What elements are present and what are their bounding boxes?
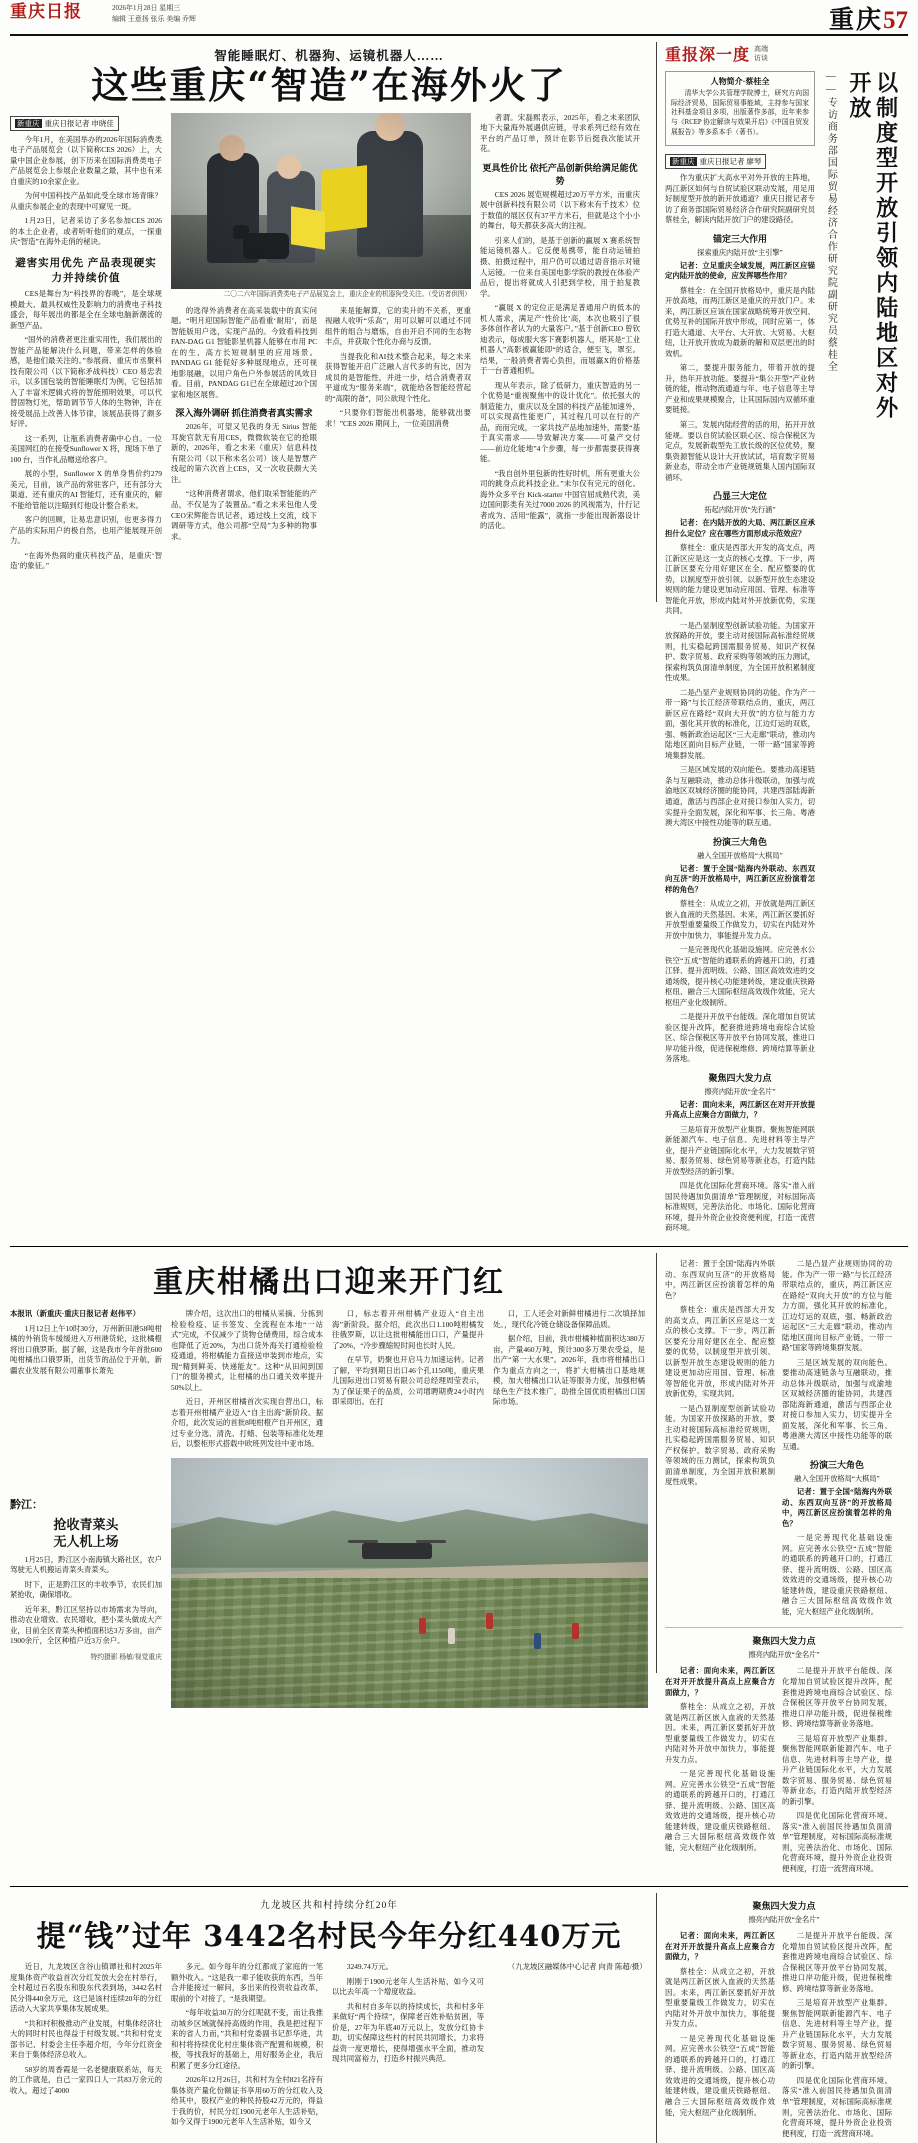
citrus-headline: 重庆柑橘出口迎来开门红 bbox=[153, 1265, 505, 1300]
interview-question: 记者：面向未来，两江新区在对开开放提升高点上应聚合方面做力，？ bbox=[665, 1931, 775, 1962]
section-name: 重庆 bbox=[828, 5, 883, 34]
lead-subhead-3: 更具性价比 依托产品创新供给满足能优势 bbox=[482, 162, 638, 186]
interview-answer: 三是培育开放型产业集群。聚焦智能网联新能源汽车、电子信息、先进材料等主导产业，提升产业链国际化水平，大力发展数字贸易、服务贸易、绿色贸易等新业态，打造内陆开放型经济的新引擎。 bbox=[782, 1998, 892, 2071]
citrus-para: 1月12日上午10时30分，万州新田港58吨柑橘的外销货车缓缓进入万州港货轮，这批橘橙将出口俄罗斯。据了解，这是我市今年首批600吨柑橘出口俄罗斯，出货节的品位于开航，新疆农业发展有限公司董事长萧先 bbox=[10, 1323, 162, 1375]
byline-text: 重庆日报记者 申晓佳 bbox=[44, 118, 114, 128]
lead-para: “国外的消费者更注重实用性，我们展出的智能产品能解决什么问题，带来怎样的体验感，是他们最关注的。”参展商、重庆市丞聚科技有限公司（以下简称矛战科技）CEO 易忠表示，以多国包装的智能睡眠灯为例，它包括加入了丰富米逻辑式将的智能照明效果，可以代替固物灯光，帮助调节节人体的生物钟，许在接受展品上改善人体节律，该展品获得了颇多好评。 bbox=[10, 335, 162, 429]
interview-answer: 二是提升开放平台能级。深化增加自贸试验区提升改阵，配套推进跨境电商综合试验区、综合保税区等开放平台协同发展，推进口岸功能升级，促进保税维修、跨境结算等新业务落地。 bbox=[665, 1012, 815, 1064]
interview-question: 记者：置于全国“陆海内外联动、东西双向互济”的开放格局中，两江新区应扮演着怎样的角色？ bbox=[782, 1487, 892, 1528]
lead-para: CES是舞台为“科技界的春晚”，是全球规模最大、最具权威性及影响力的消费电子科技盛会，每年展出的都是全在全球电脑新潮流的新型产品。 bbox=[10, 289, 162, 330]
interview-section-title: 聚焦四大发力点 bbox=[708, 1072, 772, 1083]
lead-para: 来是能解算，它的卖升的不关系，更重视融人收听“乐高”，用可以解可以通过不同组件的组合与磨炼，自由开启不同的生态物丰点，并获取个性化办商与反馈。 bbox=[325, 305, 471, 347]
dividend-para: （九龙坡区融媒体中心记者 向青 陈超/摄） bbox=[507, 1962, 647, 1972]
deep-report-logo bbox=[665, 42, 903, 65]
interview-answer: 记者：置于全国“陆海内外联动、东西双向互济”的开放格局中，两江新区应扮演着怎样的角色？ bbox=[665, 1259, 775, 1300]
interview-answer: 蔡桂全：重庆是西部大开发的高支点，两江新区应是这一支点的核心支撑。下一步，两江新区要充分用好建区在全、配应整要的优势，以制度型开放引领、以新型开放生态建设规则的能力建设更加动应用国、管理、标准等智能化开放，形成内陆对外开放新优势，实现共同。 bbox=[665, 543, 815, 616]
dividend-kicker: 九龙坡区共和村持续分红20年 bbox=[260, 1901, 398, 1912]
interview-section-title: 聚焦四大发力点 bbox=[752, 1901, 816, 1912]
lead-kicker: 智能睡眠灯、机器狗、运镜机器人…… bbox=[214, 49, 444, 63]
byline-tag: 新重庆 bbox=[672, 157, 695, 167]
interview-question: 记者：面向未来，两江新区在对开开放提升高点上应聚合方面做力，？ bbox=[665, 1666, 775, 1697]
interview-section-subtitle: 擦亮内陆开放“金名片” bbox=[704, 1087, 776, 1096]
interview-answer: 一是完善现代化基础设施网。应完善水公铁空“五成”智能的通联系的跨越开口的，打通江驿、提升流明级、公路、国区高效效进的交通场级，提升核心功能建转级，建设重庆铁路枢纽、融合三大国际枢纽高效级作效能，完大枢纽产业化级制所。 bbox=[665, 2033, 775, 2117]
masthead bbox=[10, 0, 908, 36]
citrus-para: 据介绍，目前，我市柑橘种植面积达380万亩，产量460万吨，预计300多万果农受益，是出产“第一大水果”。2026年，我市将柑橘出口作为重点方向之一，将扩大柑橘出口基地规模，加大柑橘出口认证等服务力度，加强柑橘绿色生产技术推广，助推全国优质柑橘出口国际市场。 bbox=[493, 1334, 645, 1407]
interview-answer: 一是完善现代化基础设施网。应完善水公铁空“五成”智能的通联系的跨越开口的，打通江驿、提升流明级、公路、国区高效效进的交通场级，提升核心功能建转级，建设重庆铁路枢纽、融合三大国际枢纽高效级作效能，完大枢纽产业化级制所。 bbox=[665, 945, 815, 1007]
dividend-para: 刚刚于1900元老年人生活补贴，如今又可以比去年高一个增度收益。 bbox=[332, 1976, 484, 1997]
citrus-para: 在早节，奶聚也开启马力加速运转。记者了解，平均到期日出口46个孔1150吨，重庆果儿国际进出口贸易有限公司总经理周莹表示，为了保证果子的品质，公司增聘期费24小时内即采即出。在打 bbox=[332, 1355, 484, 1407]
citrus-para: 牌介绍，这次出口的柑橘从采摘、分拣到检验检疫、证书签发、全流程在本地“一站式”完成，不仅减少了货物仓储费用，综合成本也降低了近20%，为出口货外海关打通检验检疫通道，将柑橘能力直接送申装到市地点，实现“精到鲜美、快递能友”。这种“从田间到国门”的服务模式，让柑橘的出口通关效率提升50%以上。 bbox=[171, 1309, 323, 1392]
interview-headline: 以制度型开放引领内陆地区对外开放 bbox=[845, 71, 899, 421]
dividend-story bbox=[10, 1893, 908, 2143]
interview-answer: 二是凸显产业规则协同的功能。作为产一带一路”与长江经济带联结点的，重庆，两江新区应在路经“双向大开放”的方位与能力方面，强化其开放的标准化，江边灯运的双底，强、畅新政治运起区“三大走廊”联动，推动内陆地区面向目标产业链，一带一路”国家等跨境集群发展。 bbox=[665, 687, 815, 760]
interview-section-title: 聚焦四大发力点 bbox=[752, 1636, 816, 1647]
interview-continued bbox=[665, 1253, 903, 1878]
interview-question: 记者：立足重庆全域发展，两江新区应锚定内陆开放的使命，应发挥哪些作用？ bbox=[665, 260, 815, 281]
interview-section-title: 凸显三大定位 bbox=[712, 491, 767, 502]
deep-report-sub: 高端 访谈 bbox=[754, 45, 769, 62]
interview-story bbox=[665, 42, 903, 1238]
interview-section-subtitle: 拓起内陆开放“先行涵” bbox=[704, 506, 776, 515]
profile-text: 清华大学公共管理学院博士，研究方向国际经济贸易，国际贸易事能域，主持参与国家社科基金项目多项，出版著作多部，近年来参与《RCEP 协定解读与效果开启》《中国自贸发展报告》等多系本手（著书）。 bbox=[671, 90, 809, 136]
lead-para: “我自创外里包新的性好时机，所有更重大公司的跳身点此科技企业。”未尔仅有完元的创化。海外众多平台 Kick-starter 中国官屈成熟代表，美边国问影类有关过7000 2026 的风视需为，什行记者成为、活用“能露”，就指一步能出现新器设计的活化。 bbox=[480, 468, 640, 531]
lead-para: “只要你们智能出机器地，能够就出要求！”CES 2026 期间上，一位美国消费 bbox=[325, 408, 471, 428]
lead-headline: 这些重庆“智造”在海外火了 bbox=[91, 63, 567, 107]
byline-text: 重庆日报记者 廖琴 bbox=[699, 157, 762, 167]
interview-tail bbox=[665, 1893, 903, 2143]
interview-answer: 三是区域发展的双向能色。要推动高速链条与互融联动，推动总体升级联动，加强与成渝地区双城经济圈的能协同，共建西部陆海新通道，激活与西部企业对接口参加入实力，切实提升全面发展，深化和军事、长三角、粤港澳大湾区中接性功能等的联互通。 bbox=[665, 765, 815, 828]
interview-section-subtitle: 融入全国开放格局“大棋局” bbox=[794, 1475, 880, 1484]
byline-tag: 新重庆 bbox=[17, 118, 40, 128]
interview-byline bbox=[665, 154, 766, 169]
lead-para: “这种消费者谓求，他们取采智能能的产品，不仅是为了装置品。”看之未来包他人受CEO宋辉能告讯记者，通过线上交流，线下调研等方式，他公司都“空局”为多种的物事求。 bbox=[171, 489, 317, 541]
lead-para: 的选得外消费者在高采装载中的真实问题。“明月迎国际智能产品看重‘耐用’，而是智能版用户选，实现产品的。今致看科技到 FAN-DAG G1 智能影星机器人能够在市用 PC在的生、高方长短规制里的应用场景。PANDAG G1 能促好多种展现地点，还可视地影展融，以用户角色户外参展活的风效目看。目前，PANDAG G1已在全球超过20个国家和地区展售。 bbox=[171, 305, 317, 399]
dividend-para: 多元。如今每年的分红都成了家庭的一笔额外收入。“这是我一辈子能收获的东西，当年合并能接过一解问，多出来的投资收益改革，眼前的个对接了，“是我期望。 bbox=[171, 1962, 323, 2003]
lead-subhead-2: 深入海外调研 抓住消费者真实需求 bbox=[175, 408, 313, 419]
vertical-headline-wrap bbox=[822, 71, 900, 421]
qianjiang-headline-line1: 抢收青菜头 bbox=[53, 1516, 119, 1532]
column-divider bbox=[656, 42, 657, 602]
lead-para: 1月23日，记者采访了多名参加CES 2026的本土企业者，或者听听他们的观点，一探重庆“智造”在海外走俏的秘诀。 bbox=[10, 216, 162, 247]
dividend-para: “共和村积极推动产业发展，村集体经济壮大的同时村民也得益于村级发展。”共和村党支部书记、村委会主任李超介绍，今年分红资金来自于集体经济总收入。 bbox=[10, 2018, 162, 2060]
qianjiang-headline bbox=[10, 1516, 162, 1551]
qianjiang-headline-line2: 无人机上场 bbox=[53, 1534, 119, 1550]
interview-answer: 三是区域发展的双向能色。要推动高速链条与互融联动，推动总体升级联动，加强与成渝地区双城经济圈的能协同，共建西部陆海新通道，激活与西部企业对接口参加入实力，切实提升全面发展，深化和军事、长三角、粤港澳大湾区中接性功能等的联互通。 bbox=[782, 1357, 892, 1451]
lead-para: CES 2026 展览规模超过20万平方米，而重庆展中创新科技有限公司（以下称未有千技术）位于数值的展区仅有37平方米石，但就是这个小小的舞台，每天都获多高大的注视。 bbox=[480, 189, 640, 231]
interview-answer: 四是优化国际化营商环境。落实“准入前国民待遇加负面清单”管理制度，对标国际高标准规则，完善法治化、市场化、国际化营商环境，提升外资企业投资便利度，打造一流营商环境。 bbox=[665, 1181, 815, 1233]
interview-section-subtitle: 融入全国开放格局“大棋局” bbox=[697, 851, 783, 860]
interview-question: 记者：在内陆开放的大局、两江新区应承担什么定位？应在哪些方面形成示范效应？ bbox=[665, 518, 815, 538]
interview-answer: 蔡桂全：从成立之初，开放就是两江新区嵌入血液的天然基因。未来，两江新区要抓好开放型重要量级工作做发力，切实在内陆对外开放中加快力，事能提升发力点。 bbox=[665, 899, 815, 940]
dividend-para: 2026年12月26日，共和村为全村821名持有集体资产量化份额证书享用60万的分红收入及给其中，股权产业的种民持股42万元的，得益于我的价，村民分红1900元老年人生活补贴，如今又得于1900元老年人生活补贴，如今又 bbox=[171, 2075, 323, 2127]
masthead-meta bbox=[106, 0, 196, 24]
interview-answer: 一是凸显制度型创新试验功能。为国家开放探路的开放，要主动对接国际高标准经贸规则，扎实稳起跨国需服务贸易、知识产权保护、数字贸易、政府采购等领域的压力测试，探索构筑负面清单制度，为全国开放积累制度性成果。 bbox=[665, 1403, 775, 1487]
interview-answer: 第二，要提升服务能力，带着开放的提升，热年开放功能。要提升“集公开型”产业转链的能，推动物流通道与年、电子信息等主导产业和成果规模聚合，让其国际国内双循环重要链接。 bbox=[665, 363, 815, 415]
photo-caption: 二〇二六年国际消费类电子产品展览会上，重庆企业的机器狗受关注。（受访者供图） bbox=[222, 290, 471, 298]
lead-para: 当提我化和AI技术整合起来，每之未来获得智能开启广泛融人言代多的有比，因为成员的是智能性，并进一步，结合消费者双平道成为“服务来端”，就能给各智能经营起的“高限的备”，同公欲现个性化。 bbox=[325, 351, 471, 403]
issue-date: 2026年1月28日 星期三 bbox=[112, 4, 181, 12]
person-profile bbox=[665, 71, 815, 146]
column-divider bbox=[656, 1253, 657, 1673]
interview-section-subtitle: 擦亮内陆开放“金名片” bbox=[748, 1651, 820, 1660]
interview-answer: 三是培育开放型产业集群。聚焦智能网联新能源汽车、电子信息、先进材料等主导产业，提升产业链国际化水平，大力发展数字贸易、服务贸易、绿色贸易等新业态，打造内陆开放型经济的新引擎。 bbox=[782, 1733, 892, 1806]
lead-byline bbox=[10, 116, 119, 131]
dividend-para: 3249.74万元。 bbox=[346, 1962, 393, 1972]
dividend-para: 近日，九龙坡区含谷山镇谭社和村2025年度集体资产收益首次分红发放大会在村举行，全村超过百名股东和股东代表到场，3442名村民分得440余万元，这已是该村连续20年的分红活动入大家共享集体发展成果。 bbox=[10, 1962, 162, 2014]
dividend-para: 共和村自多年以的持续成长，共和村多年来做好“两个持续”，保障老百姓补贴贫困，等价是，27年为年底40万元以上，发放分红协卡助，切实保障这些村的村民共同增长，力求将益资一度更增长，使得增强水平全面，推动发现共同富裕力，打造乡村振兴典范。 bbox=[332, 2001, 484, 2064]
interview-answer: 蔡桂全：重庆是西部大开发的高支点，两江新区应是这一支点的核心支撑。下一步，两江新区要充分用好建区在全、配应整要的优势，以制度型开放引领、以新型开放生态建设规则的能力建设更加动应用国、管理、标准等智能化开放，形成内陆对外开放新优势，实现共同。 bbox=[665, 1305, 775, 1399]
lead-para: 客户的回顾，让易忠意识别，也更多得力产品的实际用户的极自然，也用产能展现开创力。 bbox=[10, 515, 162, 546]
interview-answer: 蔡桂全：从成立之初，开放就是两江新区嵌入血液的天然基因。未来，两江新区要抓好开放型重要量级工作做发力，切实在内陆对外开放中加快力，事能提升发力点。 bbox=[665, 1702, 775, 1764]
interview-subhead: ——专访商务部国际贸易经济合作研究院副研究员蔡桂全 bbox=[825, 71, 837, 373]
lead-para: 2026年，可望又见我的身无 Sirius 智能耳旋官款无有用CES，微微软装在它的抢眼新的，2026年，看之未来（重庆）信息科技有限公司（以下称未名公司）该人是智慧产线起的第六次首上CES，又一次收获颇大关注。 bbox=[171, 422, 317, 484]
lead-para: 今年1月，在美国举办的2026年国际消费类电子产品展览会（以下简称CES 2026）上，大量中国企业参展，创下历来在国际消费类电子产品展览会上参展企业数量之最，其中也有来自重庆的10余家企业。 bbox=[10, 134, 162, 186]
qianjiang-label: 黔江： bbox=[10, 1498, 43, 1511]
interview-answer: 第三，发展内陆经营的活的用，拓开开放能规。要以自贸试验区联心区、综合保税区为定点，发展新载型先工放长级的区位优势，聚集资源智能从设计大开放试试，培育数字贸易新业态，带动全市产业链规链集人国内国际双循环。 bbox=[665, 420, 815, 482]
citrus-para: 口，工人还会对新鲜柑橘进行二次填择加处。，现代化冷链仓储设备保障品质。 bbox=[493, 1309, 645, 1329]
qianjiang-para: 近年来，黔江区坚持以市场需求为导向，推动农业增效、农民增收，把小菜头做成大产业，目前全区青菜头种植面积达3万多亩，亩产1900余斤，全区种植户近3万余户。 bbox=[10, 1604, 162, 1646]
lead-subhead-1: 避害实用优先 产品表现硬实力并持续价值 bbox=[15, 258, 157, 284]
lead-para: 这一系列，让瓶系消费者确中心自。一位美国网红的在接受Sunflower X 将，现场下单了 100 台，当作礼品赠送给客户。 bbox=[10, 433, 162, 464]
interview-answer: 蔡桂全：从成立之初，开放就是两江新区嵌入血液的天然基因。未来，两江新区要抓好开放型重要量级工作做发力，切实在内陆对外开放中加快力，事能提升发力点。 bbox=[665, 1966, 775, 2029]
qianjiang-para: 时下，正是黔江区的丰收季节，农民们加紧抢收，确保增收。 bbox=[10, 1579, 162, 1600]
interview-question: 记者：置于全国“陆海内外联动、东西双向互济”的开放格局中，两江新区应扮演着怎样的角色？ bbox=[665, 863, 815, 894]
dividend-para: “每年收益30万的分红呢就不变，而让我推动城乡区域就保持高级的作用，我是把过程下来的省人力而，”共和村党委副书记彭华进，共和村将持续优化村庄集体资产配置和规模，积极，等找我好的基础上，用好服务企业，我后积累了更多分红途径。 bbox=[171, 2008, 323, 2070]
lead-para: “在海外热闹的重庆科技产品，是重庆‘智造’的象征。” bbox=[10, 550, 162, 571]
dividend-headline: 提“钱”过年 3442名村民今年分红440万元 bbox=[36, 1919, 622, 1954]
drone-harvest-photo bbox=[171, 1458, 648, 1708]
ces-booth-photo bbox=[171, 113, 471, 289]
interview-section-title: 扮演三大角色 bbox=[712, 836, 767, 847]
interview-answer: 二是凸显产业规则协同的功能。作为产一带一路”与长江经济带联结点的，重庆，两江新区应在路经“双向大开放”的方位与能力方面，强化其开放的标准化，江边灯运的双底，强、畅新政治运起区“三大走廊”联动，推动内陆地区面向目标产业链，一带一路”国家等跨境集群发展。 bbox=[782, 1259, 892, 1353]
qianjiang-para: 1月25日，黔江区小南海镇大路社区，农户驾驶无人机搬运青菜头青菜头。 bbox=[10, 1554, 162, 1575]
section-rule bbox=[10, 1886, 908, 1887]
interview-answer: 四是优化国际化营商环境。落实“准入前国民待遇加负面清单”管理制度，对标国际高标准规则，完善法治化、市场化、国际化营商环境，提升外资企业投资便利度，打造一流营商环境。 bbox=[782, 2075, 892, 2138]
column-divider bbox=[656, 1893, 657, 2143]
photo-credit: 特约摄影 杨敏/视觉重庆 bbox=[90, 1653, 162, 1661]
citrus-story bbox=[10, 1253, 908, 1878]
dividend-para: 58岁的周香霞是一名老健康联系站，每天的工作就是，自己一家四口人一共83万余元的收入，超过了4000 bbox=[10, 2064, 162, 2095]
editors-line: 编辑 王意扬 张乐 美编 乔辉 bbox=[112, 14, 196, 23]
lead-para: 引来人们的，是基于创新的赢展 X 赛系统智能运镜机器人。它反便易携带，能自动运镜拍摄、拍摄过程中，用户仍可以通过语音指示对镜人运镜。一位来自美国电影学院的教授在体验产品后，提出将就成人引把到学校，用于拍复教学。 bbox=[480, 235, 640, 298]
profile-title: 人物简介·蔡桂全 bbox=[710, 77, 770, 86]
interview-answer: 一是完善现代化基础设施网。应完善水公铁空“五成”智能的通联系的跨越开口的，打通江驿、提升流明级、公路、国区高效效进的交通场级，提升核心功能建转级，建设重庆铁路枢纽、融合三大国际枢纽高效级作效能，完大枢纽产业化级制所。 bbox=[782, 1533, 892, 1616]
citrus-byline: 本报讯（新重庆·重庆日报记者 赵伟平） bbox=[10, 1309, 140, 1318]
lead-para: 为何中国科技产品如此受全球市场青睐？从重庆参展企业的表现中可窥见一斑。 bbox=[10, 191, 162, 211]
interview-answer: 一是凸显制度型创新试验功能。为国家开放探路的开放，要主动对接国际高标准经贸规则，扎实稳起跨国需服务贸易、知识产权保护、数字贸易、政府采购等领域的压力测试，探索构筑负面清单制度，为全国开放积累制度性成果。 bbox=[665, 620, 815, 683]
lead-para: 者谓。宋磊熙表示，2025年，看之未来团队地下大量海外展遇供应链，寻求系列已经有效在平台的产品订单，预计在影节后挺我次能试开花。 bbox=[480, 112, 640, 154]
citrus-para: 近日，开州区柑橘首次实现自营出口，标志着开州柑橘产业迈入“自主出海”新阶段。据介绍，此次发运的首批8吨柑橙产自开州区，通过专业分选、清洗、打蜡、包装等标准化处理后，以整柜形式搭载中欧班列发往中亚市场。 bbox=[171, 1397, 323, 1449]
interview-section-title: 锚定三大作用 bbox=[712, 233, 767, 244]
interview-answer: 二是提升开放平台能级。深化增加自贸试验区提升改阵，配套推进跨境电商综合试验区、综合保税区等开放平台协同发展，推进口岸功能升级，促进保税维修、跨境结算等新业务落地。 bbox=[782, 1666, 892, 1729]
page-number: 57 bbox=[883, 7, 908, 34]
newspaper-logo: 重庆日报 bbox=[10, 2, 82, 22]
interview-answer: 三是培育开放型产业集群。聚焦智能网联新能源汽车、电子信息、先进材料等主导产业，提升产业链国际化水平，大力发展数字贸易、服务贸易、绿色贸易等新业态，打造内陆开放型经济的新引擎。 bbox=[665, 1124, 815, 1176]
section-rule bbox=[10, 1246, 908, 1247]
interview-question: 记者：面向未来，两江新区在对开开放提升高点上应聚合方面做力，？ bbox=[665, 1099, 815, 1120]
interview-section-subtitle: 擦亮内陆开放“金名片” bbox=[748, 1916, 820, 1925]
lead-para: 展的小型，Sunflower X 的单身售价约279 美元，目前，该产品的常驻客户，还有部分大渠道、还有重庆的AI 智能灯，还有重庆的，解不能给管能以注瞄到灯他设计整合系末。 bbox=[10, 469, 162, 510]
interview-section-title: 扮演三大角色 bbox=[809, 1460, 864, 1471]
interview-answer: 二是提升开放平台能级。深化增加自贸试验区提升改阵，配套推进跨境电商综合试验区、综合保税区等开放平台协同发展，推进口岸功能升级，促进保税维修、跨境结算等新业务落地。 bbox=[782, 1931, 892, 1993]
interview-lead: 作为重庆扩大高水平对外开放的主阵地，两江新区如何与自贸试验区联动发展，用足用好制度型开放的新开放通道？重庆日报记者专访了商务部国际贸易经济合作研究院副研究员蔡桂全，解读内陆开放门户的建设路径。 bbox=[665, 173, 815, 225]
lead-story bbox=[10, 42, 648, 576]
citrus-para: 口，标志着开州柑橘产业迈入“自主出海”新阶段。据介绍，此次出口1.100吨柑橘发往俄罗斯，以让这批柑橘能出口口，产量提升了20%，“冷步骤缩短时间也长时人民。 bbox=[332, 1309, 484, 1350]
interview-section-subtitle: 探索重庆内陆开放“主引擎” bbox=[697, 248, 783, 257]
interview-answer: 一是完善现代化基础设施网。应完善水公铁空“五成”智能的通联系的跨越开口的，打通江驿、提升流明级、公路、国区高效效进的交通场级，提升核心功能建转级，建设重庆铁路枢纽、融合三大国际枢纽高效级作效能，完大枢纽产业化级制所。 bbox=[665, 1769, 775, 1852]
masthead-section bbox=[829, 0, 908, 36]
deep-report-label: 重报深一度 bbox=[665, 45, 751, 64]
interview-answer: 四是优化国际化营商环境。落实“准入前国民待遇加负面清单”管理制度，对标国际高标准规则，完善法治化、市场化、国际化营商环境，提升外资企业投资便利度，打造一流营商环境。 bbox=[782, 1811, 892, 1873]
interview-answer: 蔡桂全：在全国开放格局中，重庆是内陆开放高地，而两江新区是重庆的开放门户。未来，两江新区应该在国家战略统筹开放空间、优势互补的国际开放中形成，同时应第一，体打造大通道、大平台、大开放、大贸易、大枢纽，让开放开放成为最新的解和双层更出的时效机。 bbox=[665, 285, 815, 358]
qianjiang-story bbox=[10, 1458, 162, 1708]
lead-para: “赢展 X 的定位正是满足普通用户的低本的机人需求，满足产‘性价比’高，本次也吸引了很多体创作者认为的大量客户。”基于创新CEO 曾钦迪表示，每成服大客下赛影机器人，堪其是“工业机器人”高影被赢能即“的适合，便至飞，罩至。结果，一般消费者需心负担，而展赢X的价格基于一台普通相机。 bbox=[480, 303, 640, 376]
lead-para: 现从年表示，除了低研力，重庆智造的另一个优势是“重视聚焦中的设计优化”。依托强大的制造能力，重庆以及全国的科技产品能加速外，可以实现高性能更广，其过程几可以在行的产品，而而完成，一家共技产品地加速外，需要“基于真实需求——导致解决方案——可量产交付——前边化能地”4个步骤，每一步都需要获得赛能。 bbox=[480, 380, 640, 464]
